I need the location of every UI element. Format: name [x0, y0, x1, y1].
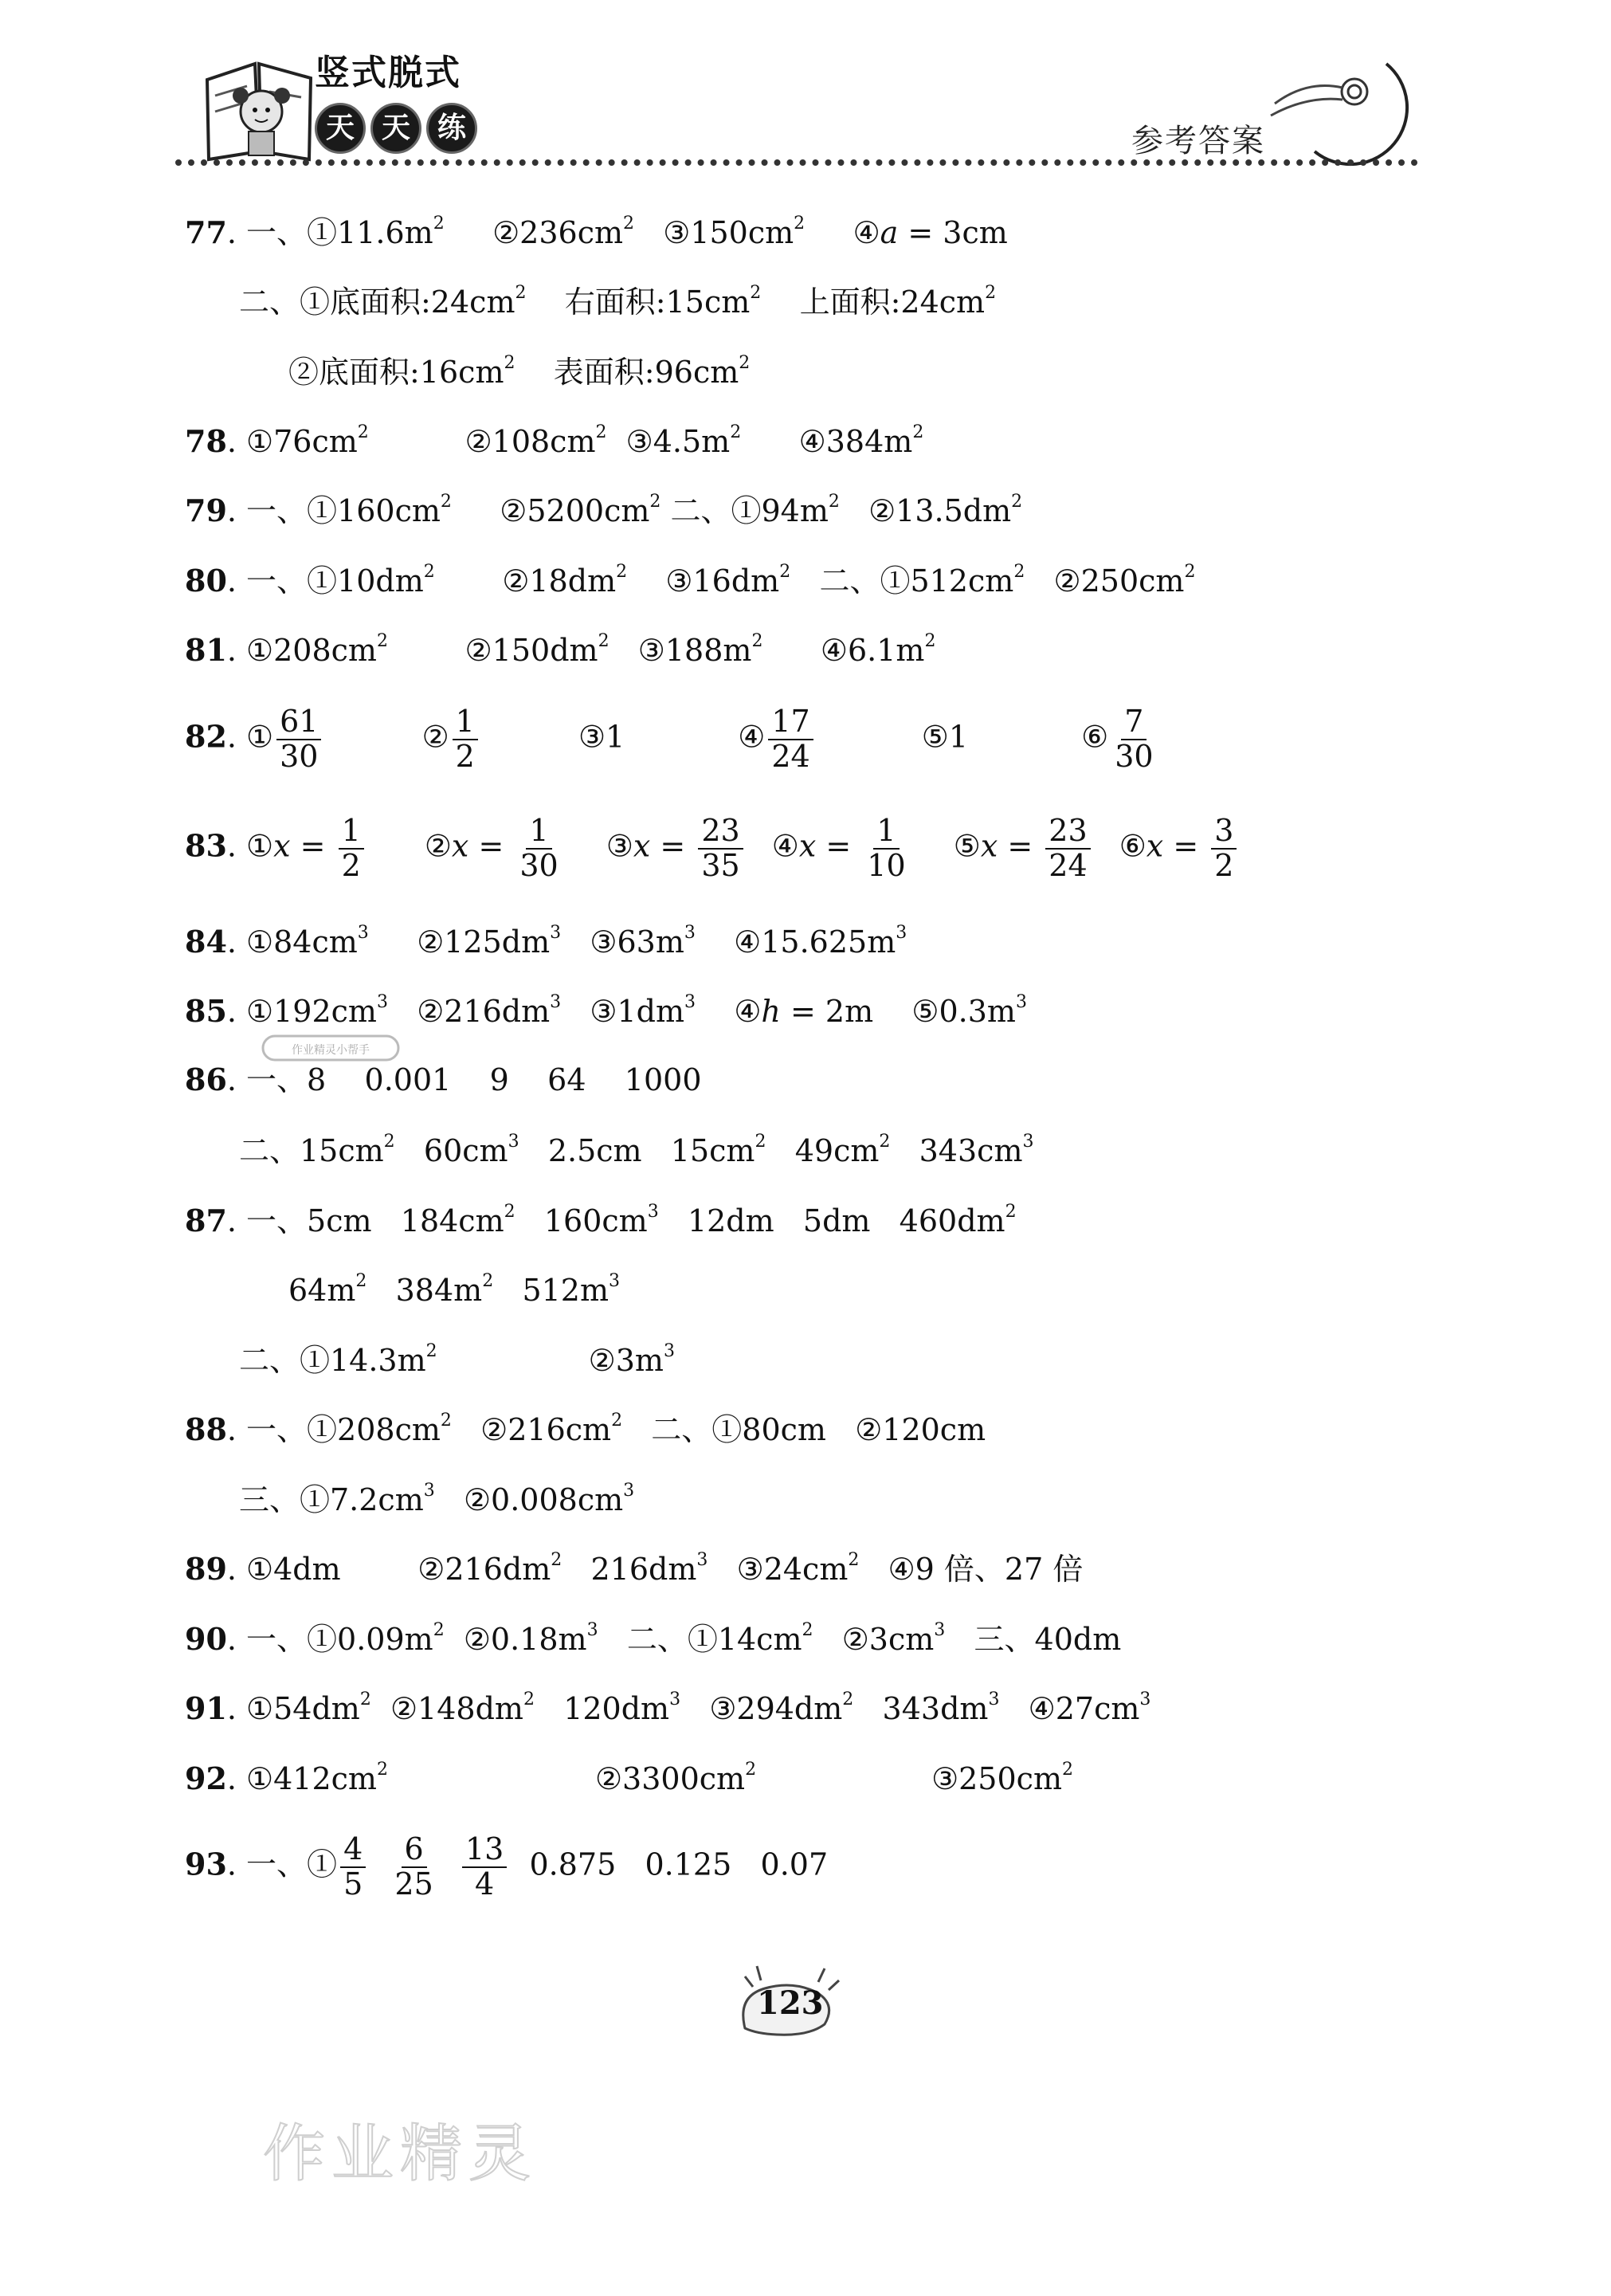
reference-answers-label: 参考答案	[1131, 123, 1265, 159]
brand	[315, 44, 477, 154]
brand-title: 竖式脱式	[315, 53, 461, 93]
answer-row-82: 82. ① $\frac{61}{30}$ ② $\frac{1}{2}$ ③1 ④ $\frac{17}{24}$ ⑤1 ⑥ $\frac{7}{30}$	[185, 704, 1154, 774]
brand-subtitle	[315, 103, 477, 154]
brand-sub-char: 天	[370, 103, 421, 154]
answer-row-92: 92. $①412cm^2$ $②3300cm^2$ $③250cm^2$	[185, 1760, 1073, 1796]
answer-row-77: 77. 一、$①11.6m^2$ $②236cm^2$ $③150cm^2$ ④a = 3cm	[185, 214, 1008, 250]
page-header	[175, 32, 1450, 175]
answer-row-89: 89. ①4dm $②216dm^2$ $216dm^3$ $③24cm^2$ ④9 倍、27 倍	[185, 1550, 1084, 1587]
answer-row-86-part2: 二、$15cm^2$ $60cm^3$ 2.5cm $15cm^2$ $49cm^2$ $343cm^3$	[239, 1132, 1034, 1168]
watermark: 作业精灵	[263, 2118, 538, 2190]
answer-row-87: 87. 一、5cm $184cm^2$ $160cm^3$ 12dm 5dm $460dm^2$	[185, 1202, 1017, 1238]
answer-row-83: 83. ①x = $\frac{1}{2}$ ②x = $\frac{1}{30}$ ③x = $\frac{23}{35}$ ④x = $\frac{1}{10}$ ⑤x = $\frac{23}{24}$ ⑥x = $\frac{3}{2}$	[185, 814, 1240, 883]
answer-row-87-part3: 二、$①14.3m^2$ $②3m^3$	[239, 1341, 675, 1378]
brand-sub-char: 练	[426, 103, 477, 154]
page-number: 123	[757, 1984, 824, 2022]
stamp-text: 作业精灵小帮手	[292, 1044, 370, 1057]
answer-row-79: 79. 一、$①160cm^2$ $②5200cm^2$ 二、$①94m^2$ $②13.5dm^2$	[185, 492, 1023, 528]
answer-row-90: 90. 一、$①0.09m^2$ $②0.18m^3$ 二、$①14cm^2$ $②3cm^3$ 三、40dm	[185, 1620, 1122, 1657]
header-divider	[175, 159, 1418, 166]
answer-row-84: 84. $①84cm^3$ $②125dm^3$ $③63m^3$ $④15.625m^3$	[185, 923, 907, 960]
answer-row-77-part3: ②底面积$:16cm^2$ 表面积$:96cm^2$	[288, 353, 751, 390]
answer-row-80: 80. 一、$①10dm^2$ $②18dm^2$ $③16dm^2$ 二、$①512cm^2$ $②250cm^2$	[185, 562, 1196, 599]
book-girl-logo-icon	[199, 48, 319, 167]
answer-row-77-part2: 二、①底面积$:24cm^2$ 右面积$:15cm^2$ 上面积$:24cm^2$	[239, 283, 997, 320]
crescent-moon-icon	[1267, 56, 1418, 175]
answer-row-91: 91. $①54dm^2$ $②148dm^2$ $120dm^3$ $③294dm^2$ $343dm^3$ $④27cm^3$	[185, 1690, 1151, 1726]
answer-row-86: 86. 一、8 0.001 9 64 1000	[185, 1062, 702, 1097]
brand-sub-char: 天	[315, 103, 366, 154]
answer-row-88-part2: 三、$①7.2cm^3$ $②0.008cm^3$	[239, 1481, 635, 1517]
answer-row-85: 85. $①192cm^3$ $②216dm^3$ $③1dm^3$ ④h = 2m $⑤0.3m^3$	[185, 992, 1027, 1029]
answer-row-87-part2: $64m^2$ $384m^2$ $512m^3$	[288, 1271, 621, 1308]
answer-row-88: 88. 一、$①208cm^2$ $②216cm^2$ 二、①80cm ②120cm	[185, 1411, 986, 1447]
answer-row-93: 93. 一、① $\frac{4}{5}$ $\frac{6}{25}$ $\frac{13}{4}$ 0.875 0.125 0.07	[185, 1831, 829, 1902]
answer-row-78: 78. $①76cm^2$ $②108cm^2$ $③4.5m^2$ $④384m^2$	[185, 422, 924, 459]
answer-row-81: 81. $①208cm^2$ $②150dm^2$ $③188m^2$ $④6.1m^2$	[185, 631, 936, 668]
